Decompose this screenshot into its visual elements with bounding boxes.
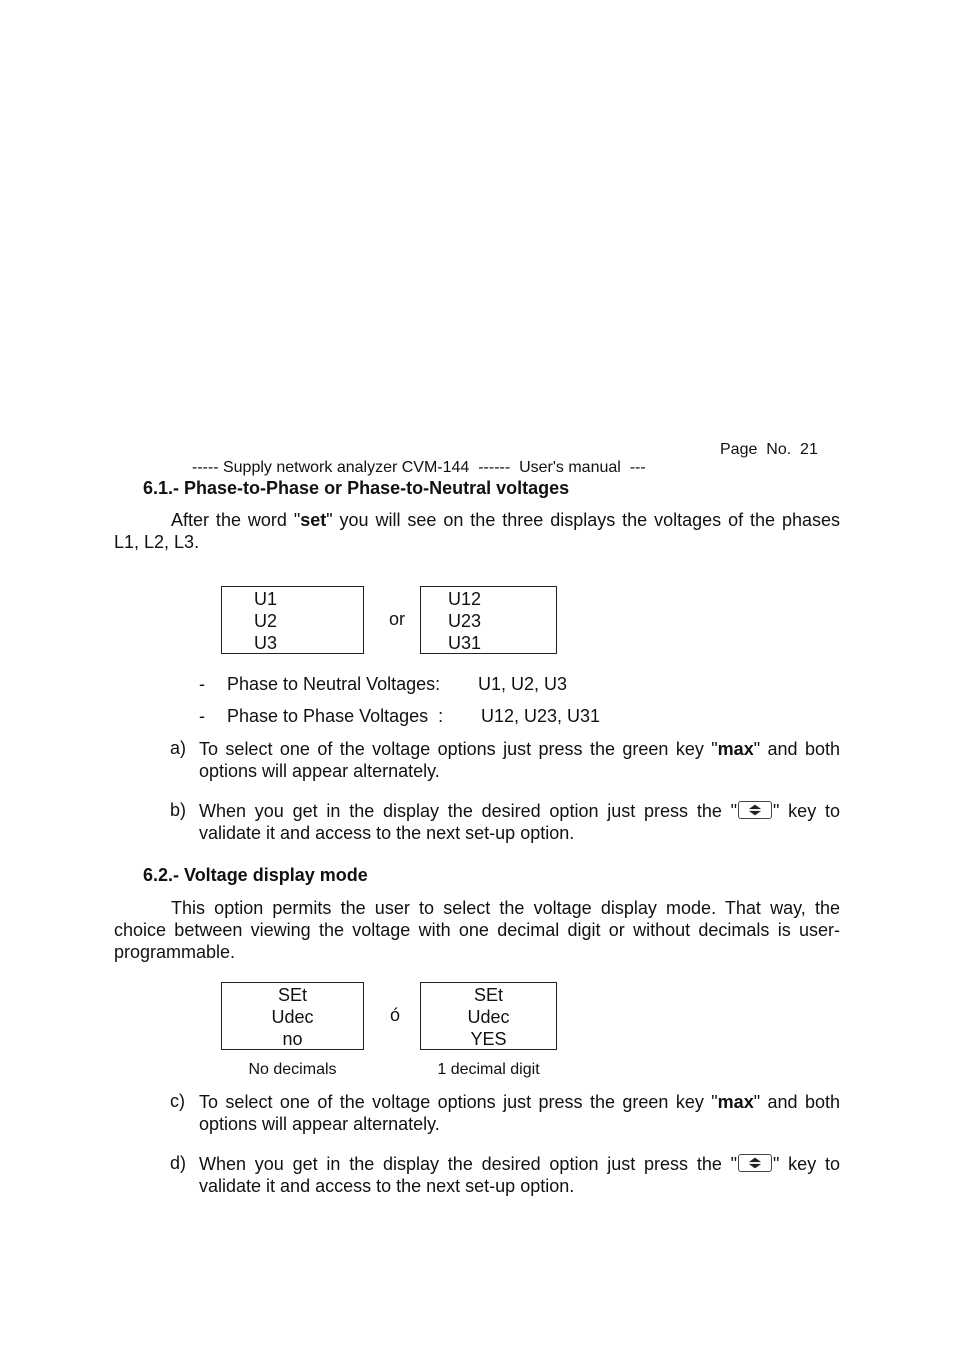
keyword-max: max <box>717 1092 754 1112</box>
display-line: U2 <box>254 611 278 631</box>
caption-one-decimal: 1 decimal digit <box>437 1061 540 1078</box>
display-line: U12 <box>448 589 482 609</box>
display-line: SEt <box>277 985 307 1005</box>
bullet-label: Phase to Phase Voltages : <box>227 706 444 726</box>
list-marker: c) <box>170 1091 185 1111</box>
display-no-decimals <box>221 982 364 1050</box>
display-line: no <box>282 1029 303 1049</box>
display-line: U23 <box>448 611 482 631</box>
display-line: U31 <box>448 633 482 653</box>
bullet-dash: - <box>199 706 205 726</box>
display-line: Udec <box>467 1007 510 1027</box>
list-item-d: When you get in the display the desired option just press the " " key to validate it and access to the next set-up option. <box>199 1154 840 1196</box>
display-line: U1 <box>254 589 278 609</box>
bullet-value: U1, U2, U3 <box>478 674 568 694</box>
display-phase-neutral <box>221 586 364 654</box>
list-item-b: When you get in the display the desired option just press the " " key to validate it and access to the next set-up option. <box>199 801 840 843</box>
section2-paragraph: This option permits the user to select the voltage display mode. That way, the choice between viewing the voltage with one decimal digit or without decimals is user-programmable. <box>114 898 840 962</box>
list-marker: a) <box>170 738 187 758</box>
up-down-arrow-key-icon <box>738 1154 772 1172</box>
list-marker: d) <box>170 1153 187 1173</box>
bullet-dash: - <box>199 674 205 694</box>
list-marker: b) <box>170 800 187 820</box>
display-line: Udec <box>271 1007 314 1027</box>
display-separator: or <box>389 609 406 629</box>
up-down-arrow-key-icon <box>738 801 772 819</box>
section-heading-6-2: 6.2.- Voltage display mode <box>143 865 368 885</box>
display-separator: ó <box>390 1005 401 1025</box>
keyword-max: max <box>717 739 754 759</box>
section1-paragraph: After the word "set" you will see on the three displays the voltages of the phases L1, L2, L3. <box>114 510 840 552</box>
display-line: U3 <box>254 633 278 653</box>
display-one-decimal <box>420 982 557 1050</box>
list-item-c: To select one of the voltage options just press the green key "max" and both options will appear alternately. <box>199 1092 840 1134</box>
bullet-value: U12, U23, U31 <box>481 706 601 726</box>
page-header <box>183 441 646 477</box>
display-line: YES <box>470 1029 507 1049</box>
display-line: SEt <box>473 985 503 1005</box>
caption-no-decimals: No decimals <box>248 1061 337 1078</box>
keyword-set: set <box>300 510 327 530</box>
section-heading-6-1: 6.1.- Phase-to-Phase or Phase-to-Neutral voltages <box>143 478 570 498</box>
bullet-label: Phase to Neutral Voltages: <box>227 674 441 694</box>
display-phase-phase <box>420 586 557 654</box>
page-number: Page No. 21 <box>720 441 818 458</box>
header-title: ----- Supply network analyzer CVM-144 ------ User's manual --- <box>191 459 646 476</box>
list-item-a: To select one of the voltage options just press the green key "max" and both options will appear alternately. <box>199 739 840 781</box>
